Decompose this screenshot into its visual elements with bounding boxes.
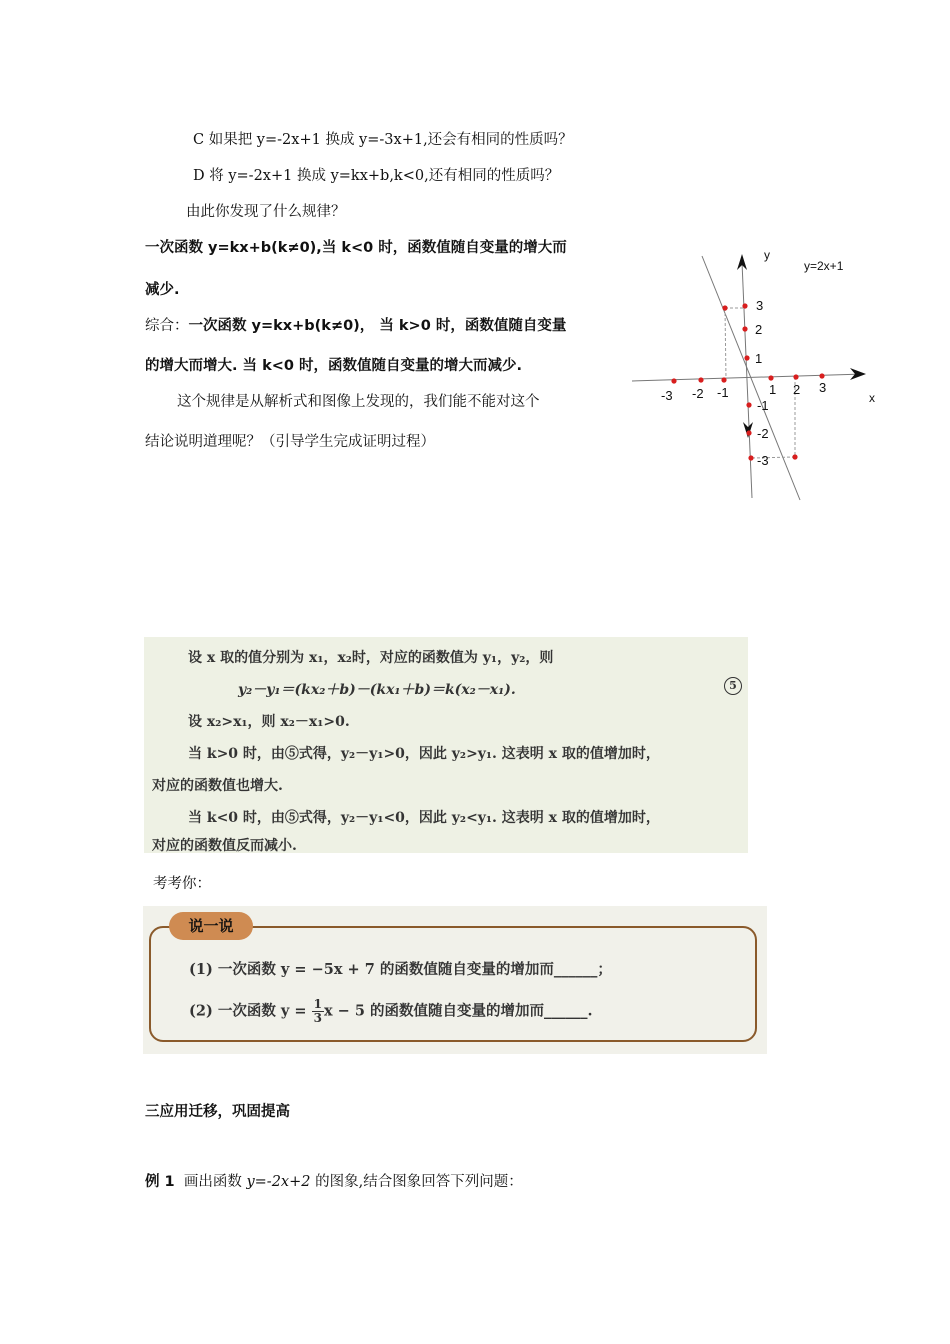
point <box>746 430 751 435</box>
x-axis-label: x <box>869 391 875 405</box>
talk-scan-image <box>143 906 767 1054</box>
y-tick-label: 2 <box>755 322 763 337</box>
summary-text-1: 一次函数 y=kx+b(k≠0)， 当 k>0 时，函数值随自变量 <box>188 318 567 334</box>
talk-tag: 说一说 <box>169 912 253 940</box>
point <box>698 377 703 382</box>
point <box>748 455 753 460</box>
talk-question-1: (1) 一次函数 y = −5x + 7 的函数值随自变量的增加而______； <box>189 961 612 978</box>
point <box>793 374 798 379</box>
point <box>768 375 773 380</box>
point <box>671 378 676 383</box>
x-tick-label: -1 <box>717 385 729 400</box>
point <box>721 377 726 382</box>
line-d: D 将 y=-2x+1 换成 y=kx+b,k<0,还有相同的性质吗？ <box>193 168 560 184</box>
equation-mark: 5 <box>724 677 742 695</box>
x-tick-label: 2 <box>793 382 801 397</box>
guide-top-v <box>725 308 726 380</box>
proof-line-4: 当 k>0 时，由⑤式得，y₂－y₁>0，因此 y₂>y₁. 这表明 x 取的值增加时， <box>188 746 660 762</box>
y-tick-label: 3 <box>756 298 764 313</box>
proof-line-6: 当 k<0 时，由⑤式得，y₂－y₁<0，因此 y₂<y₁. 这表明 x 取的值增加时， <box>188 810 660 826</box>
summary-line-2: 的增大而增大. 当 k<0 时，函数值随自变量的增大而减少. <box>145 358 523 374</box>
point <box>742 326 747 331</box>
example-label: 例 1 <box>145 1174 175 1190</box>
y-axis-label: y <box>764 248 770 262</box>
y-tick-label: 1 <box>755 351 763 366</box>
x-tick-label: 3 <box>819 380 827 395</box>
fraction-one-third: $\frac{1}{3}$ <box>313 997 322 1025</box>
example-function: y=-2x+2 <box>246 1174 311 1190</box>
proof-line-7: 对应的函数值反而减小. <box>152 838 297 854</box>
x-axis <box>632 374 864 381</box>
y-tick-label: -3 <box>757 453 769 468</box>
point <box>744 355 749 360</box>
proof-line-1: 设 x 取的值分别为 x₁，x₂时，对应的函数值为 y₁，y₂，则 <box>188 650 554 666</box>
talk-question-2: (2) 一次函数 y = $\frac{1}{3}x - 5$ 的函数值随自变量的增加而______. <box>189 997 593 1025</box>
point <box>722 305 727 310</box>
y-tick-label: -1 <box>757 398 769 413</box>
prove-line-2: 结论说明道理呢？（引导学生完成证明过程） <box>145 434 435 450</box>
y-axis-arrow-down <box>743 422 753 438</box>
point <box>742 303 747 308</box>
test-you-label: 考考你： <box>153 876 211 892</box>
section-3-heading: 三应用迁移，巩固提高 <box>145 1104 290 1120</box>
x-tick-label: -2 <box>692 386 704 401</box>
example-1-line: 例 1 画出函数 y=-2x+2 的图象,结合图象回答下列问题： <box>145 1174 523 1190</box>
line-label: y=2x+1 <box>804 259 844 273</box>
coordinate-graph <box>628 240 878 502</box>
proof-line-5: 对应的函数值也增大. <box>152 778 283 794</box>
point <box>819 373 824 378</box>
summary-line-1 <box>145 314 566 335</box>
proof-line-3: 设 x₂>x₁，则 x₂－x₁>0. <box>188 714 350 730</box>
question-text: 由此你发现了什么规律？ <box>186 204 346 220</box>
proof-scan-image <box>144 637 748 853</box>
y-axis <box>742 262 752 498</box>
prove-line-1: 这个规律是从解析式和图像上发现的，我们能不能对这个 <box>177 394 540 410</box>
x-tick-label: -3 <box>661 388 673 403</box>
rule-line-1: 一次函数 y=kx+b(k≠0),当 k<0 时，函数值随自变量的增大而 <box>145 240 567 256</box>
point <box>792 454 797 459</box>
point <box>746 402 751 407</box>
line-c: C 如果把 y=-2x+1 换成 y=-3x+1,还会有相同的性质吗？ <box>193 132 573 148</box>
y-tick-label: -2 <box>757 426 769 441</box>
summary-label: 综合： <box>145 318 189 334</box>
proof-line-2: y₂－y₁＝(kx₂＋b)－(kx₁＋b)＝k(x₂－x₁). <box>238 682 516 698</box>
rule-line-2: 减少. <box>145 282 180 298</box>
x-tick-label: 1 <box>769 382 777 397</box>
